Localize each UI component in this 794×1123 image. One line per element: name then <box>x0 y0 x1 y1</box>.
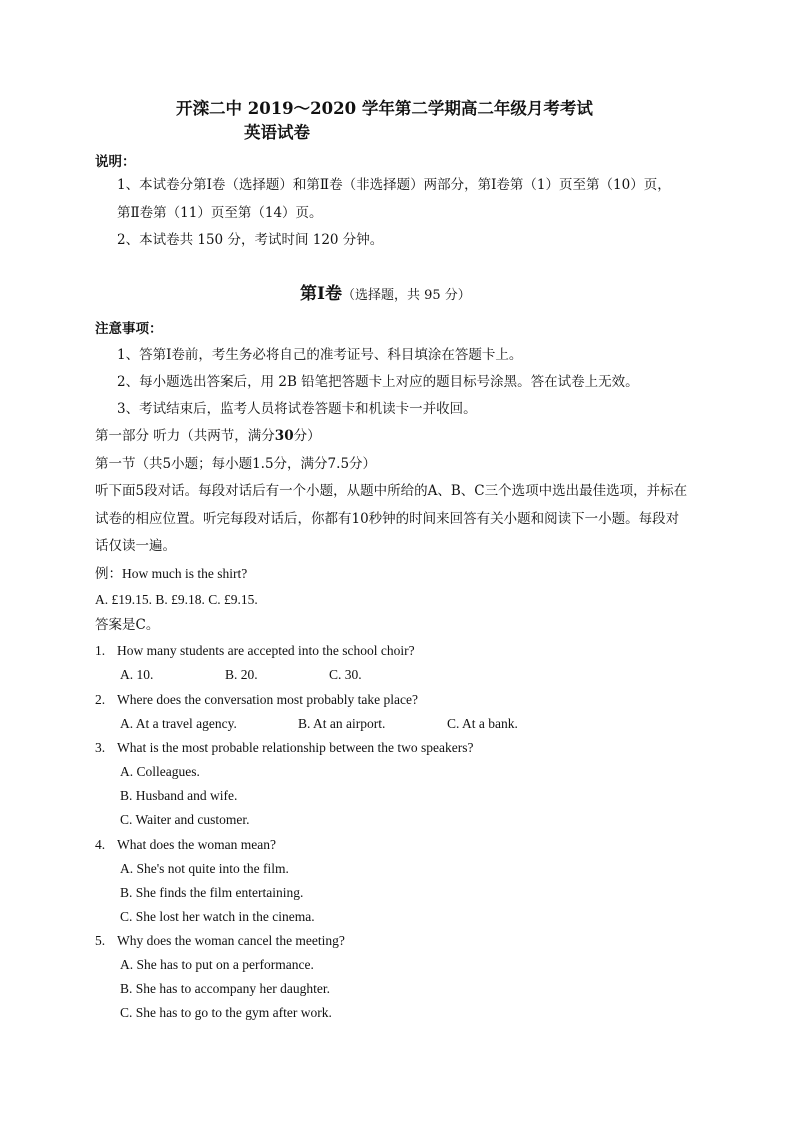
question-2-text: Where does the conversation most probably take place? <box>117 692 419 707</box>
question-5-number: 5. <box>95 933 106 948</box>
part1-section1: 第一节（共5小题；每小题1.5分，满分7.5分） <box>95 456 377 472</box>
instructions-line-2: 试卷的相应位置。听完每段对话后，你都有10秒钟的时间来回答有关小题和阅读下一小题。每段对 <box>95 511 680 527</box>
question-2-option-c: C. At a bank. <box>447 716 518 731</box>
question-4-number: 4. <box>95 837 106 852</box>
example-answer: 答案是C。 <box>95 617 160 633</box>
exam-subtitle: 英语试卷 <box>244 123 310 142</box>
question-5-text: Why does the woman cancel the meeting? <box>117 933 345 948</box>
question-5-option-b: B. She has to accompany her daughter. <box>120 981 330 996</box>
question-4-option-b: B. She finds the film entertaining. <box>120 885 304 900</box>
question-1-text: How many students are accepted into the school choir? <box>117 643 415 658</box>
attention-item-2: 2、每小题选出答案后，用 2B 铅笔把答题卡上对应的题目标号涂黑。答在试卷上无效。 <box>117 374 639 390</box>
question-2-option-a: A. At a travel agency. <box>120 716 237 731</box>
part1-heading <box>95 427 321 445</box>
attention-item-3: 3、考试结束后，监考人员将试卷答题卡和机读卡一并收回。 <box>117 401 477 417</box>
question-3-option-b: B. Husband and wife. <box>120 788 238 803</box>
instructions-line-1: 听下面5段对话。每段对话后有一个小题，从题中所给的A、B、C三个选项中选出最佳选项，并标在 <box>95 483 688 499</box>
attention-heading: 注意事项： <box>95 321 163 337</box>
example-options: A. £19.15. B. £9.18. C. £9.15. <box>95 592 258 607</box>
question-4-option-c: C. She lost her watch in the cinema. <box>120 909 315 924</box>
notes-item-1-cont: 第Ⅱ卷第（11）页至第（14）页。 <box>117 205 323 221</box>
question-3-option-a: A. Colleagues. <box>120 764 200 779</box>
section-heading <box>300 285 471 305</box>
question-4-text: What does the woman mean? <box>117 837 276 852</box>
question-5-option-a: A. She has to put on a performance. <box>120 957 314 972</box>
section-sub-title: （选择题，共 95 分） <box>341 288 471 303</box>
question-3-option-c: C. Waiter and customer. <box>120 812 250 827</box>
attention-item-1: 1、答第Ⅰ卷前，考生务必将自己的准考证号、科目填涂在答题卡上。 <box>117 347 523 363</box>
question-2-option-b: B. At an airport. <box>298 716 386 731</box>
exam-title: 开滦二中 2019～2020 学年第二学期高二年级月考考试 <box>176 99 593 118</box>
notes-item-1: 1、本试卷分第Ⅰ卷（选择题）和第Ⅱ卷（非选择题）两部分，第Ⅰ卷第（1）页至第（10）页， <box>117 177 671 193</box>
part1-heading-suffix: 分） <box>293 428 321 444</box>
question-1-number: 1. <box>95 643 106 658</box>
part1-heading-prefix: 第一部分 听力（共两节，满分 <box>95 428 275 444</box>
question-3-text: What is the most probable relationship between the two speakers? <box>117 740 474 755</box>
notes-heading: 说明： <box>95 154 136 170</box>
question-3-number: 3. <box>95 740 106 755</box>
example-question: 例：How much is the shirt? <box>95 566 248 581</box>
notes-item-2: 2、本试卷共 150 分，考试时间 120 分钟。 <box>117 232 384 248</box>
question-5-option-c: C. She has to go to the gym after work. <box>120 1005 332 1020</box>
instructions-line-3: 话仅读一遍。 <box>95 538 176 554</box>
question-2-number: 2. <box>95 692 106 707</box>
section-main-title: 第Ⅰ卷 <box>300 284 342 304</box>
question-1-option-c: C. 30. <box>329 667 362 682</box>
question-4-option-a: A. She's not quite into the film. <box>120 861 289 876</box>
question-1-option-a: A. 10. <box>120 667 154 682</box>
part1-heading-score: 30 <box>274 428 294 444</box>
question-1-option-b: B. 20. <box>225 667 258 682</box>
